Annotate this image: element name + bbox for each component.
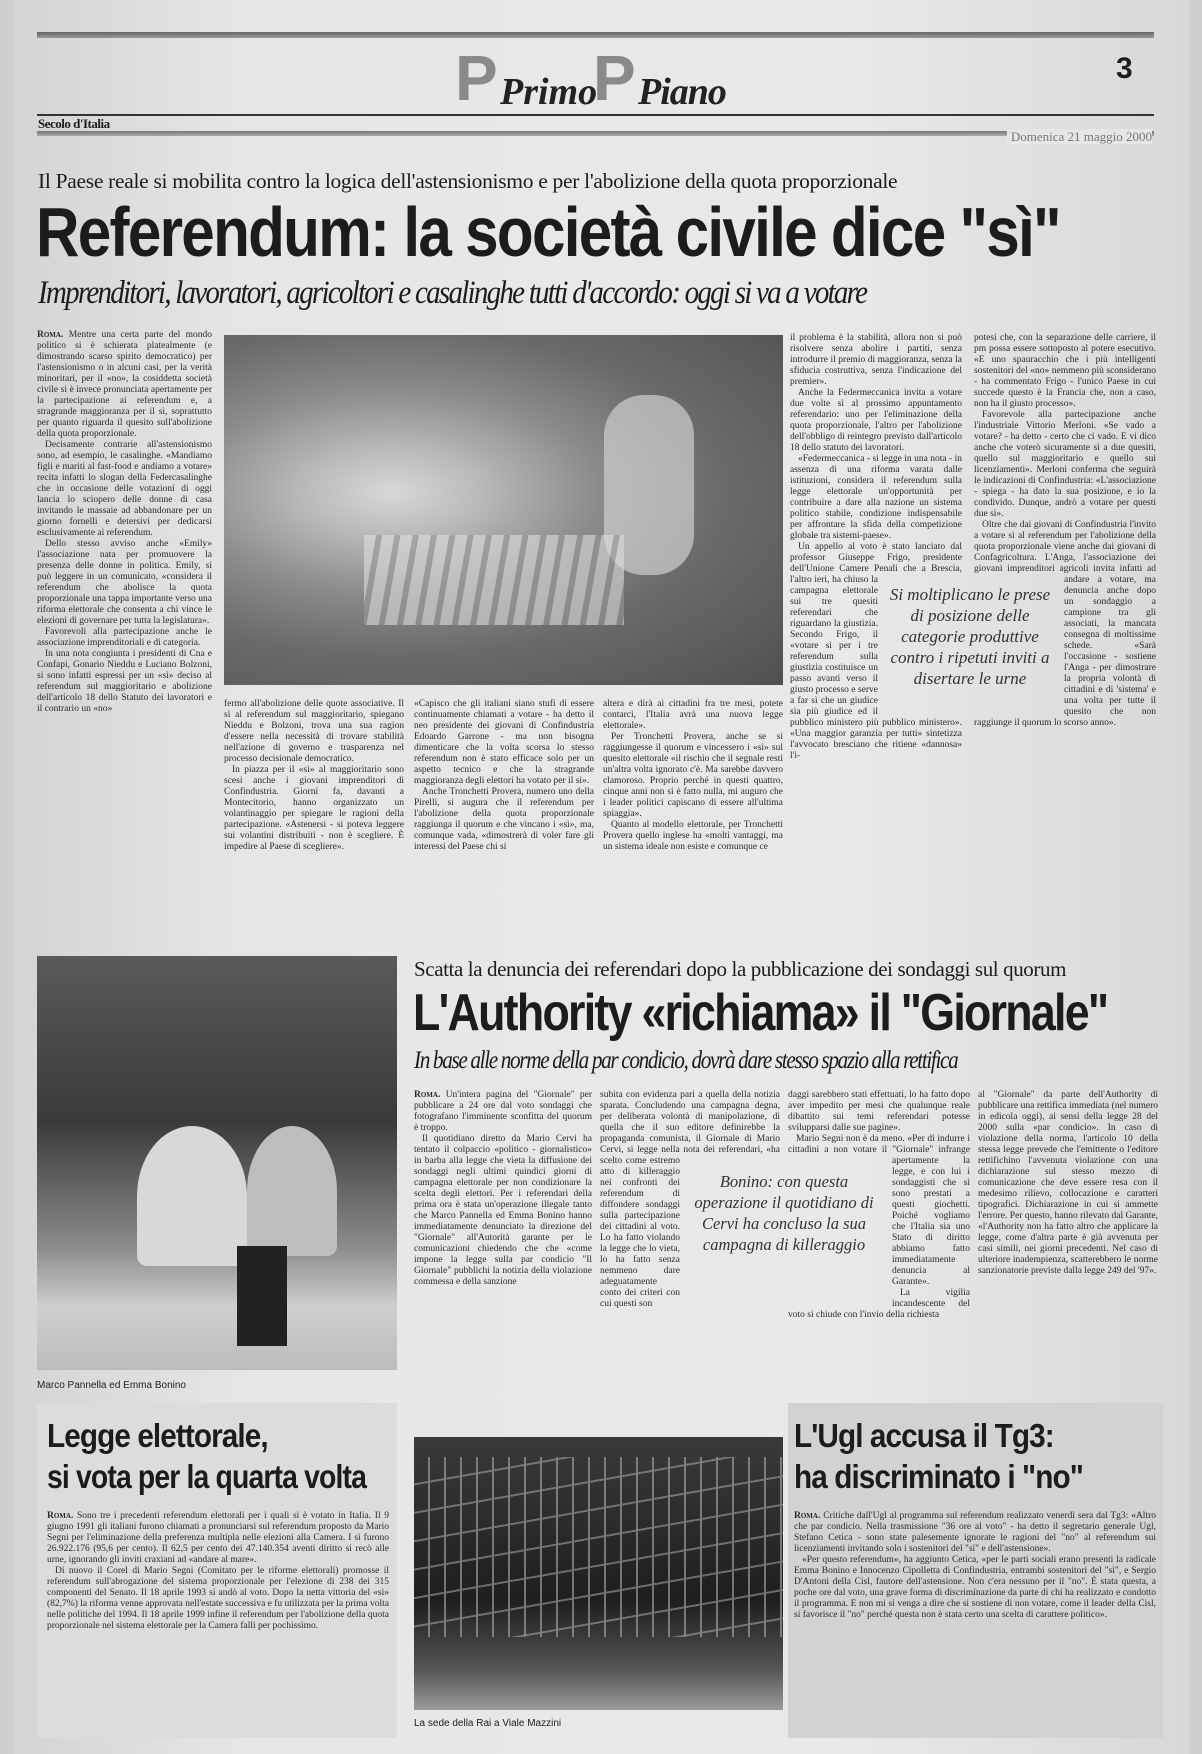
ugl-headline-1: L'Ugl accusa il Tg3: (794, 1417, 1054, 1454)
rai-photo-caption: La sede della Rai a Viale Mazzini (414, 1718, 562, 1729)
paragraph: Decisamente contrarie all'astensionismo sono, ad esempio, le casalinghe. «Mandiamo figli e mariti al fast-food e andiamo a votare» recita infatti lo slogan della Federcasalinghe che in occasione delle votazioni di oggi lancia lo sciopero delle donne di casa invitando le massaie ad abbandonare per un giorno fornelli e detersivi per dedicarsi esclusivamente ai referendum. (37, 440, 212, 538)
dateline: Roma. (37, 330, 64, 340)
legge-box (37, 1403, 397, 1738)
photo-rai-building (414, 1437, 783, 1710)
main-pull-quote: Si moltiplicano le prese di posizione delle categorie produttive contro i ripetuti inviti a disertare le urne (889, 585, 1051, 688)
authority-subhead: In base alle norme della par condicio, dovrà dare stesso spazio alla rettifica (414, 1047, 958, 1074)
top-rule (37, 32, 1154, 38)
section-title (455, 42, 735, 114)
paragraph: subita con evidenza pari a quella della notizia sparata. Concludendo una campagna degna, per deliberata volontà di manipolazione, di quella che il suo editore definirebbe la propaganda comunista, il Giornale di Mario Cervi, si legge nella nota dei referendari, «ha scelto come estremo atto di killeraggio nei confronti dei referendum di diffondere sondaggi sulla partecipazione dei cittadini al voto. Lo ha fatto violando la legge che lo vieta, lo ha fatto senza nemmeno dare adeguatamente conto dei criteri con cui questi son (600, 1090, 780, 1309)
paragraph: Anche Tronchetti Provera, numero uno della Pirelli, si augura che il referendum per l'abolizione della quota proporzionale raggiunga il quorum e che vincano i «sì», ma, comunque vada, «dimostrerà di voler fare gli interessi del Paese chi si (414, 787, 594, 852)
paragraph: altera e dirà ai cittadini fra tre mesi, potete contarci, l'Italia avrà una nuova legge elettorale». (603, 699, 783, 731)
initial-p-glyph: P (455, 42, 498, 114)
authority-column-4 (978, 1090, 1158, 1395)
initial-p-glyph: P (593, 42, 636, 114)
paragraph: Anche la Federmeccanica invita a votare due volte sì al prossimo appuntamento referendario: uno per l'eliminazione della quota proporzionale, l'altro per l'abolizione dell'obbligo di reintegro previsto dall'articolo 18 dello statuto dei lavoratori. (790, 388, 962, 453)
paragraph: Un'intera pagina del "Giornale" per pubblicare a 24 ore dal voto sondaggi che fotografano l'imminente sconfitta del quorum è troppo. (414, 1090, 593, 1133)
paragraph: In una nota congiunta i presidenti di Cna e Confapi, Gonario Nieddu e Luciano Bolzoni, si sono infatti espressi per un «sì» deciso al referendum sul maggioritario e abolizione dell'articolo 18 dello Statuto dei lavoratori e il contrario un «no» (37, 649, 212, 714)
paragraph: In piazza per il «sì» al maggioritario sono scesi anche i giovani imprenditori di Confindustria. Giorni fa, davanti a Montecitorio, hanno organizzato un volantinaggio per spiegare le ragioni della partecipazione. «Astenersi - si poteva leggere sui volantini distribuiti - non è scegliere. È impedire al Paese di scegliere». (224, 765, 404, 852)
paragraph: Mario Segni non è da meno. «Per di indurre i cittadini a non votare il "Giornale" infrange apertamente la legge, e con lui i sondaggisti che si sono prestati a questi giochetti. Poiché vogliamo che l'Italia sia uno Stato di diritto abbiamo fatto immediatamente denuncia al Garante». (788, 1134, 970, 1287)
dateline: Roma. (794, 1511, 821, 1521)
main-column-1 (37, 330, 212, 960)
section-title-second: Piano (638, 71, 726, 113)
photo-ballot-papers (224, 335, 783, 685)
paragraph: Un appello al voto è stato lanciato dal professor Giuseppe Frigo, presidente dell'Unione Camere Penali che a Brescia, l'altro ieri, ha chiuso la campagna elettorale sui tre quesiti referendari che riguardano la giustizia. Secondo Frigo, il «votare sì per i tre referendum sulla giustizia costituisce un passo avanti verso il giusto processo e serve a far sì che un giudice sia più giudice ed il pubblico ministero più pubblico ministero». «Una maggior garanzia per tutti» sintetizza l'avvocato bresciano che ritiene «dannosa» l'i- (790, 542, 962, 761)
issue-date: Domenica 21 maggio 2000 (1007, 129, 1152, 144)
main-column-3 (414, 699, 594, 954)
date-rule (37, 131, 1154, 136)
paragraph: Di nuovo il Corel di Mario Segni (Comitato per le riforme elettorali) promosse il referendum sull'abrogazione del sistema proporzionale per l'elezione di 238 dei 315 componenti del Senato. Il 18 aprile 1993 si andò al voto. Dopo la netta vittoria del «sì» (82,7%) la riforma venne approvata nell'estate successiva e fu utilizzata per la prima volta nelle politiche del 1994. Il 18 aprile 1999 infine il referendum per l'abolizione della quota proporzionale nel sistema elettorale per la Camera fallì per pochissimo. (47, 1566, 389, 1631)
paragraph: Per Tronchetti Provera, anche se si raggiungesse il quorum e vincessero i «sì» sul quesito elettorale «il rischio che il segnale resti un'altra volta ignorato c'è. Ma sarebbe davvero clamoroso. Proprio perché in questi quattro, cinque anni non si è fatto nulla, mi auguro che i leader politici capiscano di essere all'ultima spiaggia». (603, 732, 783, 819)
paragraph: Favorevoli alla partecipazione anche le associazione imprenditoriali e di categoria. (37, 627, 212, 648)
dateline: Roma. (414, 1090, 441, 1100)
paragraph: «Capisco che gli italiani siano stufi di essere continuamente chiamati a votare - ha detto il neo presidente dei giovani di Confindustria Edoardo Garrone - ma non bisogna dimenticare che la volta scorsa lo stesso referendum non è stato efficace solo per un aspetto tecnico e che la stragrande maggioranza degli elettori ha votato per il sì». (414, 699, 594, 786)
authority-kicker: Scatta la denuncia dei referendari dopo la pubblicazione dei sondaggi sul quorum (414, 957, 1067, 981)
paragraph: fermo all'abolizione delle quote associative. Il sì al referendum sul maggioritario, spiegano Nieddu e Bolzoni, trova una sua ragion d'essere nella necessità di trovare stabilità nell'azione di governo e trasparenza nel processo decisionale democratico. (224, 699, 404, 764)
ugl-box (788, 1403, 1163, 1738)
dateline: Roma. (47, 1511, 74, 1521)
authority-pull-quote: Bonino: con questa operazione il quotidiano di Cervi ha concluso la sua campagna di killeraggio (694, 1172, 874, 1254)
paragraph: Mentre una certa parte del mondo politico si è schierata platealmente (e dimostrando scarso spirito democratico) per l'astensionismo o in alcuni casi, per la verità minoritari, per il «no», la cosiddetta società civile si è invece pronunciata apertamente per la partecipazione ai referendum e, a stragrande maggioranza per il sì, soprattutto per quanto riguarda il quesito sull'abolizione della quota proporzionale. (37, 330, 212, 439)
paragraph: «Per questo referendum», ha aggiunto Cetica, «per le parti sociali erano presenti la radicale Emma Bonino e Innocenzo Cipolletta di Confindustria, entrambi sostenitori del "sì", e Sergio D'Antoni della Cisl, fautore dell'astensione. Non c'era nessuno per il "no". È stata questa, a poche ore dal voto, una grave forma di discriminazione da parte di chi ha realizzato e condotto il programma. E non mi si venga a dire che si sostiene di non votare, come il leader della Cisl, si favorisce il "no" perché questa non è stata certo una scelta di carattere politico». (794, 1555, 1156, 1620)
legge-body (47, 1511, 389, 1731)
section-title-first: Primo (500, 71, 598, 113)
paragraph: daggi sarebbero stati effettuati, lo ha fatto dopo aver impedito per mesi che qualunque reale dibattito sui temi referendari potesse svilupparsi dalle sue pagine». (788, 1090, 970, 1133)
paragraph: La vigilia incandescente del voto si chiude con l'invio della richiesta (788, 1288, 970, 1320)
paragraph: Dello stesso avviso anche «Emily» l'associazione nata per promuovere la presenza delle donne in politica. Emily, si può leggere in un comunicato, «considera il referendum che abolisce la quota proporzionale una tappa importante verso una riforma elettorale che consenta a chi vince le elezioni di governare per tutta la legislatura». (37, 539, 212, 626)
paragraph: Critiche dall'Ugl al programma sul referendum realizzato venerdì sera dal Tg3: «Altro che par condicio. Nella trasmissione "36 ore al voto" - ha detto il segretario generale Ugl, Stefano Cetica - sono state palesemente ignorate le ragioni del "no" al referendum sui licenziamenti invitando solo i sostenitori del "sì" e dell'astensione». (794, 1511, 1156, 1554)
paragraph: il problema è la stabilità, allora non si può risolvere senza abolire i partiti, senza introdurre il premio di maggioranza, senza la sfiducia costruttiva, senza l'indicazione del premier». (790, 333, 962, 387)
ugl-headline-2: ha discriminato i "no" (794, 1458, 1083, 1495)
paragraph: Oltre che dai giovani di Confindustria l'invito a votare sì al referendum per l'abolizione della quota proporzionale viene anche dai giovani di Confagricoltura. L'Anga, l'associazione dei giovani imprenditori agricoli invita infatti ad andare a votare, ma denuncia anche dopo un sondaggio a campione tra gli associati, la mancata consegna di moltissime schede. «Sarà l'occasione - sostiene l'Anga - per dimostrare la propria volontà di cittadini e di 'sistema' e una volta per tutte il quesito che non raggiunge il quorum lo scorso anno». (974, 520, 1156, 728)
main-column-2 (224, 699, 404, 954)
ugl-body (794, 1511, 1156, 1731)
page-number: 3 (1116, 52, 1133, 85)
paragraph: Quanto al modello elettorale, per Tronchetti Provera quello inglese ha «molti vantaggi, ma un sistema ideale non esiste e comunque ce (603, 820, 783, 852)
main-column-4 (603, 699, 783, 954)
legge-headline-1: Legge elettorale, (47, 1417, 268, 1454)
paragraph: Favorevole alla partecipazione anche l'industriale Vittorio Merloni. «Se vado a votare? - ha detto - certo che ci vado. E vi dico anche che voterò sicuramente sì a due quesiti, quello sul maggioritario e quello sui licenziamenti». Merloni conferma che seguirà le indicazioni di Confindustria: «L'associazione - spiega - ha dato la sua posizione, e io la condivido. Dunque, andrò a votare per questi due sì». (974, 410, 1156, 519)
paragraph: al "Giornale" da parte dell'Authority di pubblicare una rettifica immediata (nel numero in edicola oggi), ai sensi della legge 28 del 2000 sulla «par condicio». In caso di violazione della norma, l'articolo 10 della stessa legge prevede che l'emittente o l'editore rettifichino l'avvenuta violazione con una dichiarazione sul stesso mezzo di comunicazione che deve essere resa con il medesimo rilievo, collocazione e caratteri tipografici. Dichiarazione in cui si ammette l'errore. Per questo, hanno rilevato dal Garante, «l'Authority non ha fatto altro che applicare la legge, come d'altra parte è già avvenuta per casi simili, nei giorni precedenti. Nel caso di ulteriore inadempienza, scatterebbero le norme sanzionatorie previste dalla legge 249 del '97». (978, 1090, 1158, 1276)
masthead-rule (37, 114, 1154, 116)
photo-pannella-bonino (37, 956, 397, 1370)
legge-headline-2: si vota per la quarta volta (47, 1458, 367, 1495)
main-subhead: Imprenditori, lavoratori, agricoltori e casalinghe tutti d'accordo: oggi si va a votare (38, 275, 867, 311)
paragraph: potesi che, con la separazione delle carriere, il pm possa essere sottoposto al potere esecutivo. «E uno spauracchio che i più intelligenti sostenitori del «no» nemmeno più sconsiderano - ha commentato Frigo - l'unico Paese in cui succede questo è la Francia che, non a caso, non ha il giusto processo». (974, 333, 1156, 409)
paper-name: Secolo d'Italia (38, 116, 110, 131)
paragraph: Il quotidiano diretto da Mario Cervi ha tentato il colpaccio «politico - giornalistico» in barba alla legge che vieta la diffusione dei sondaggi negli ultimi quindici giorni di campagna elettorale per non condizionare la scelta degli elettori. Per i referendari della prima ora è stata un'operazione illegale tanto che Marco Pannella ed Emma Bonino hanno immediatamente denunciato la direzione del "Giornale" all'Autorità garante per le comunicazioni chiedendo che che «come impone la legge sulla par condicio "Il Giornale" pubblichi la notizia della violazione commessa e della sanzione (414, 1134, 592, 1287)
photo-caption: Marco Pannella ed Emma Bonino (37, 1380, 186, 1391)
paragraph: Sono tre i precedenti referendum elettorali per i quali si è votato in Italia. Il 9 giugno 1991 gli italiani furono chiamati a pronunciarsi sul referendum proposto da Mario Segni per l'eliminazione della preferenza multipla nelle elezioni alla Camera. I sì furono 26.922.176 (95,6 per cento). Il 62,5 per cento dei 47.140.354 aventi diritto si recò alle urne, ignorando gli inviti craxiani ad «andare al mare». (47, 1511, 390, 1565)
main-headline: Referendum: la società civile dice "sì" (36, 193, 1060, 271)
authority-headline: L'Authority «richiama» il "Giornale" (413, 984, 1108, 1042)
main-kicker: Il Paese reale si mobilita contro la logica dell'astensionismo e per l'abolizione della quota proporzionale (38, 169, 898, 193)
paragraph: «Federmeccanica - si legge in una nota - in assenza di una riforma varata dalle istituzioni, considera il referendum sulla legge elettorale un'opportunità per contribuire a dare alla nazione un sistema politico stabile, condizione indispensabile per affrontare la sfida della competizione globale tra sistemi-paese». (790, 454, 962, 541)
authority-column-1 (414, 1090, 592, 1395)
